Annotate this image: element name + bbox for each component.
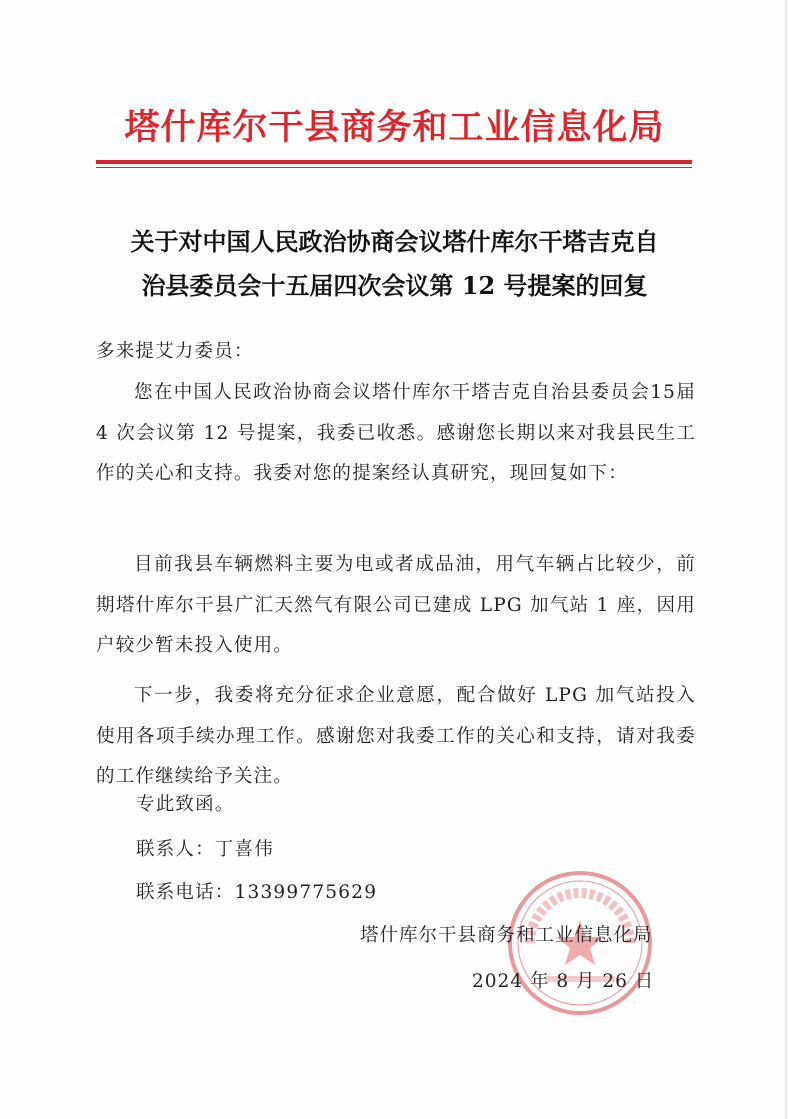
document-title-line-2: 治县委员会十五届四次会议第 12 号提案的回复 — [141, 271, 648, 300]
contact-person: 联系人：丁喜伟 — [136, 839, 274, 860]
body-paragraph-2: 目前我县车辆燃料主要为电或者成品油，用气车辆占比较少，前期塔什库尔干县广汇天然气有限公司已建成 LPG 加气站 1 座，因用户较少暂未投入使用。 — [96, 554, 696, 656]
salutation: 多来提艾力委员： — [96, 341, 254, 362]
closing-remark: 专此致函。 — [136, 794, 235, 815]
body-paragraph-3: 下一步，我委将充分征求企业意愿，配合做好 LPG 加气站投入使用各项手续办理工作。感谢您对我委工作的关心和支持，请对我委的工作继续给予关注。 — [96, 685, 696, 787]
document-title-line-1: 关于对中国人民政治协商会议塔什库尔干塔吉克自 — [130, 227, 659, 256]
signature-organization: 塔什库尔干县商务和工业信息化局 — [360, 925, 653, 946]
signature-date: 2024 年 8 月 26 日 — [472, 971, 655, 992]
letterhead-title: 塔什库尔干县商务和工业信息化局 — [124, 107, 665, 148]
document-title — [60, 220, 729, 308]
body-paragraph-1: 您在中国人民政治协商会议塔什库尔干塔吉克自治县委员会15届 4 次会议第 12 号提案，我委已收悉。感谢您长期以来对我县民生工作的关心和支持。我委对您的提案经认真研究，现回复如下： — [96, 382, 696, 484]
contact-phone: 联系电话：13399775629 — [136, 882, 378, 903]
letterhead-rule-thin — [96, 167, 692, 168]
scan-edge — [785, 0, 787, 1119]
letterhead-rule-thick — [96, 160, 692, 164]
